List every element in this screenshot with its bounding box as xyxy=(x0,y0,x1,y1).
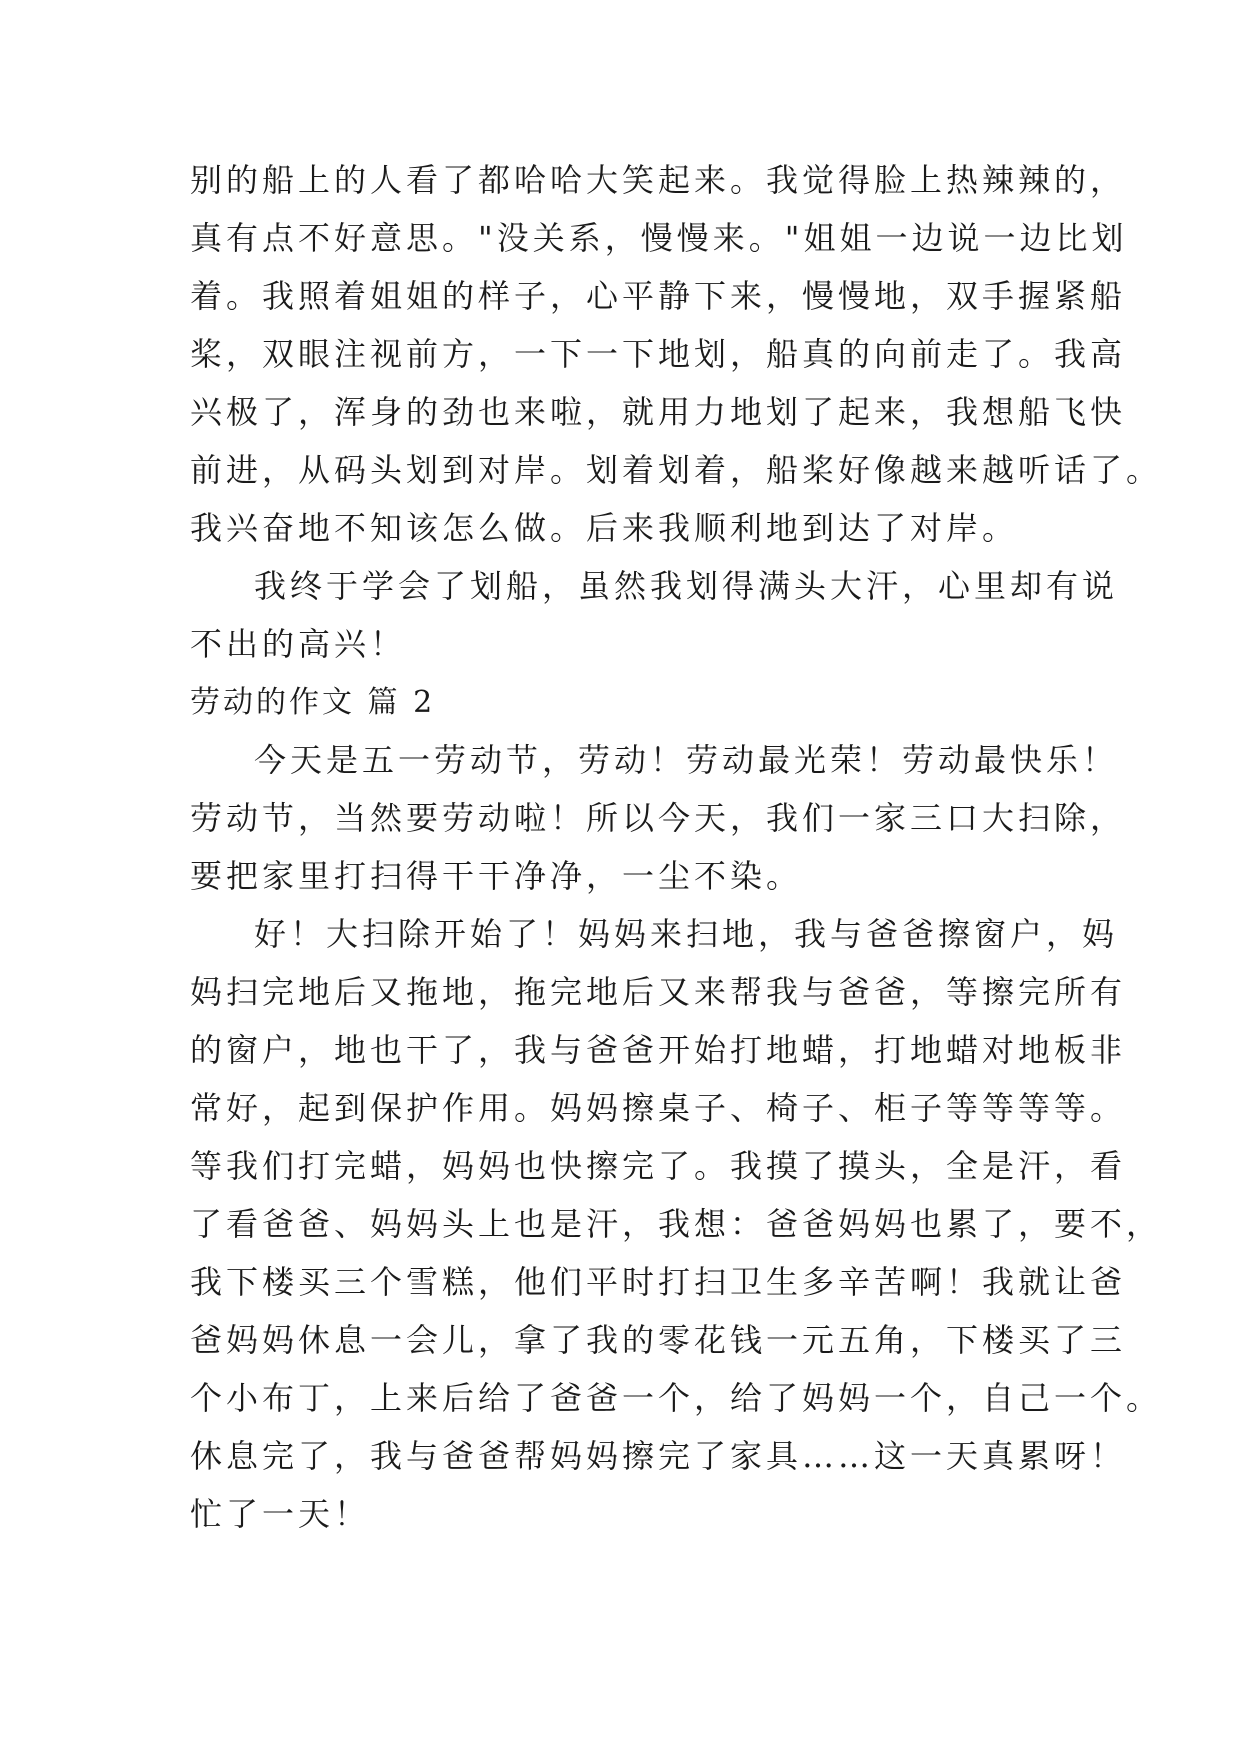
paragraph-line: 不出的高兴！ xyxy=(190,625,407,663)
paragraph-line: 要把家里打扫得干干净净，一尘不染。 xyxy=(190,857,803,895)
paragraph-line: 常好，起到保护作用。妈妈擦桌子、椅子、柜子等等等等。 xyxy=(190,1089,1127,1127)
paragraph-line: 前进，从码头划到对岸。划着划着，船桨好像越来越听话了。 xyxy=(190,451,1163,489)
paragraph-line: 等我们打完蜡，妈妈也快擦完了。我摸了摸头，全是汗，看 xyxy=(190,1147,1127,1185)
paragraph-line: 真有点不好意思。"没关系，慢慢来。"姐姐一边说一边比划 xyxy=(190,219,1128,257)
paragraph-line: 今天是五一劳动节，劳动！劳动最光荣！劳动最快乐！ xyxy=(254,741,1119,779)
paragraph-line: 妈扫完地后又拖地，拖完地后又来帮我与爸爸，等擦完所有 xyxy=(190,973,1127,1011)
paragraph-line: 兴极了，浑身的劲也来啦，就用力地划了起来，我想船飞快 xyxy=(190,393,1127,431)
paragraph-line: 别的船上的人看了都哈哈大笑起来。我觉得脸上热辣辣的， xyxy=(190,161,1127,199)
paragraph-line: 我终于学会了划船，虽然我划得满头大汗，心里却有说 xyxy=(254,567,1119,605)
paragraph-line: 爸妈妈休息一会儿，拿了我的零花钱一元五角，下楼买了三 xyxy=(190,1321,1127,1359)
paragraph-line: 我下楼买三个雪糕，他们平时打扫卫生多辛苦啊！我就让爸 xyxy=(190,1263,1127,1301)
paragraph-line: 我兴奋地不知该怎么做。后来我顺利地到达了对岸。 xyxy=(190,509,1019,547)
paragraph-line: 忙了一天！ xyxy=(190,1495,371,1533)
paragraph-line: 着。我照着姐姐的样子，心平静下来，慢慢地，双手握紧船 xyxy=(190,277,1127,315)
paragraph-line: 了看爸爸、妈妈头上也是汗，我想：爸爸妈妈也累了，要不， xyxy=(190,1205,1163,1243)
paragraph-line: 的窗户，地也干了，我与爸爸开始打地蜡，打地蜡对地板非 xyxy=(190,1031,1127,1069)
paragraph-line: 桨，双眼注视前方，一下一下地划，船真的向前走了。我高 xyxy=(190,335,1127,373)
paragraph-line: 休息完了，我与爸爸帮妈妈擦完了家具……这一天真累呀！ xyxy=(190,1437,1127,1475)
section-heading: 劳动的作文 篇 2 xyxy=(190,685,436,720)
paragraph-line: 好！大扫除开始了！妈妈来扫地，我与爸爸擦窗户，妈 xyxy=(254,915,1119,953)
paragraph-line: 个小布丁，上来后给了爸爸一个，给了妈妈一个，自己一个。 xyxy=(190,1379,1163,1417)
paragraph-line: 劳动节，当然要劳动啦！所以今天，我们一家三口大扫除， xyxy=(190,799,1127,837)
